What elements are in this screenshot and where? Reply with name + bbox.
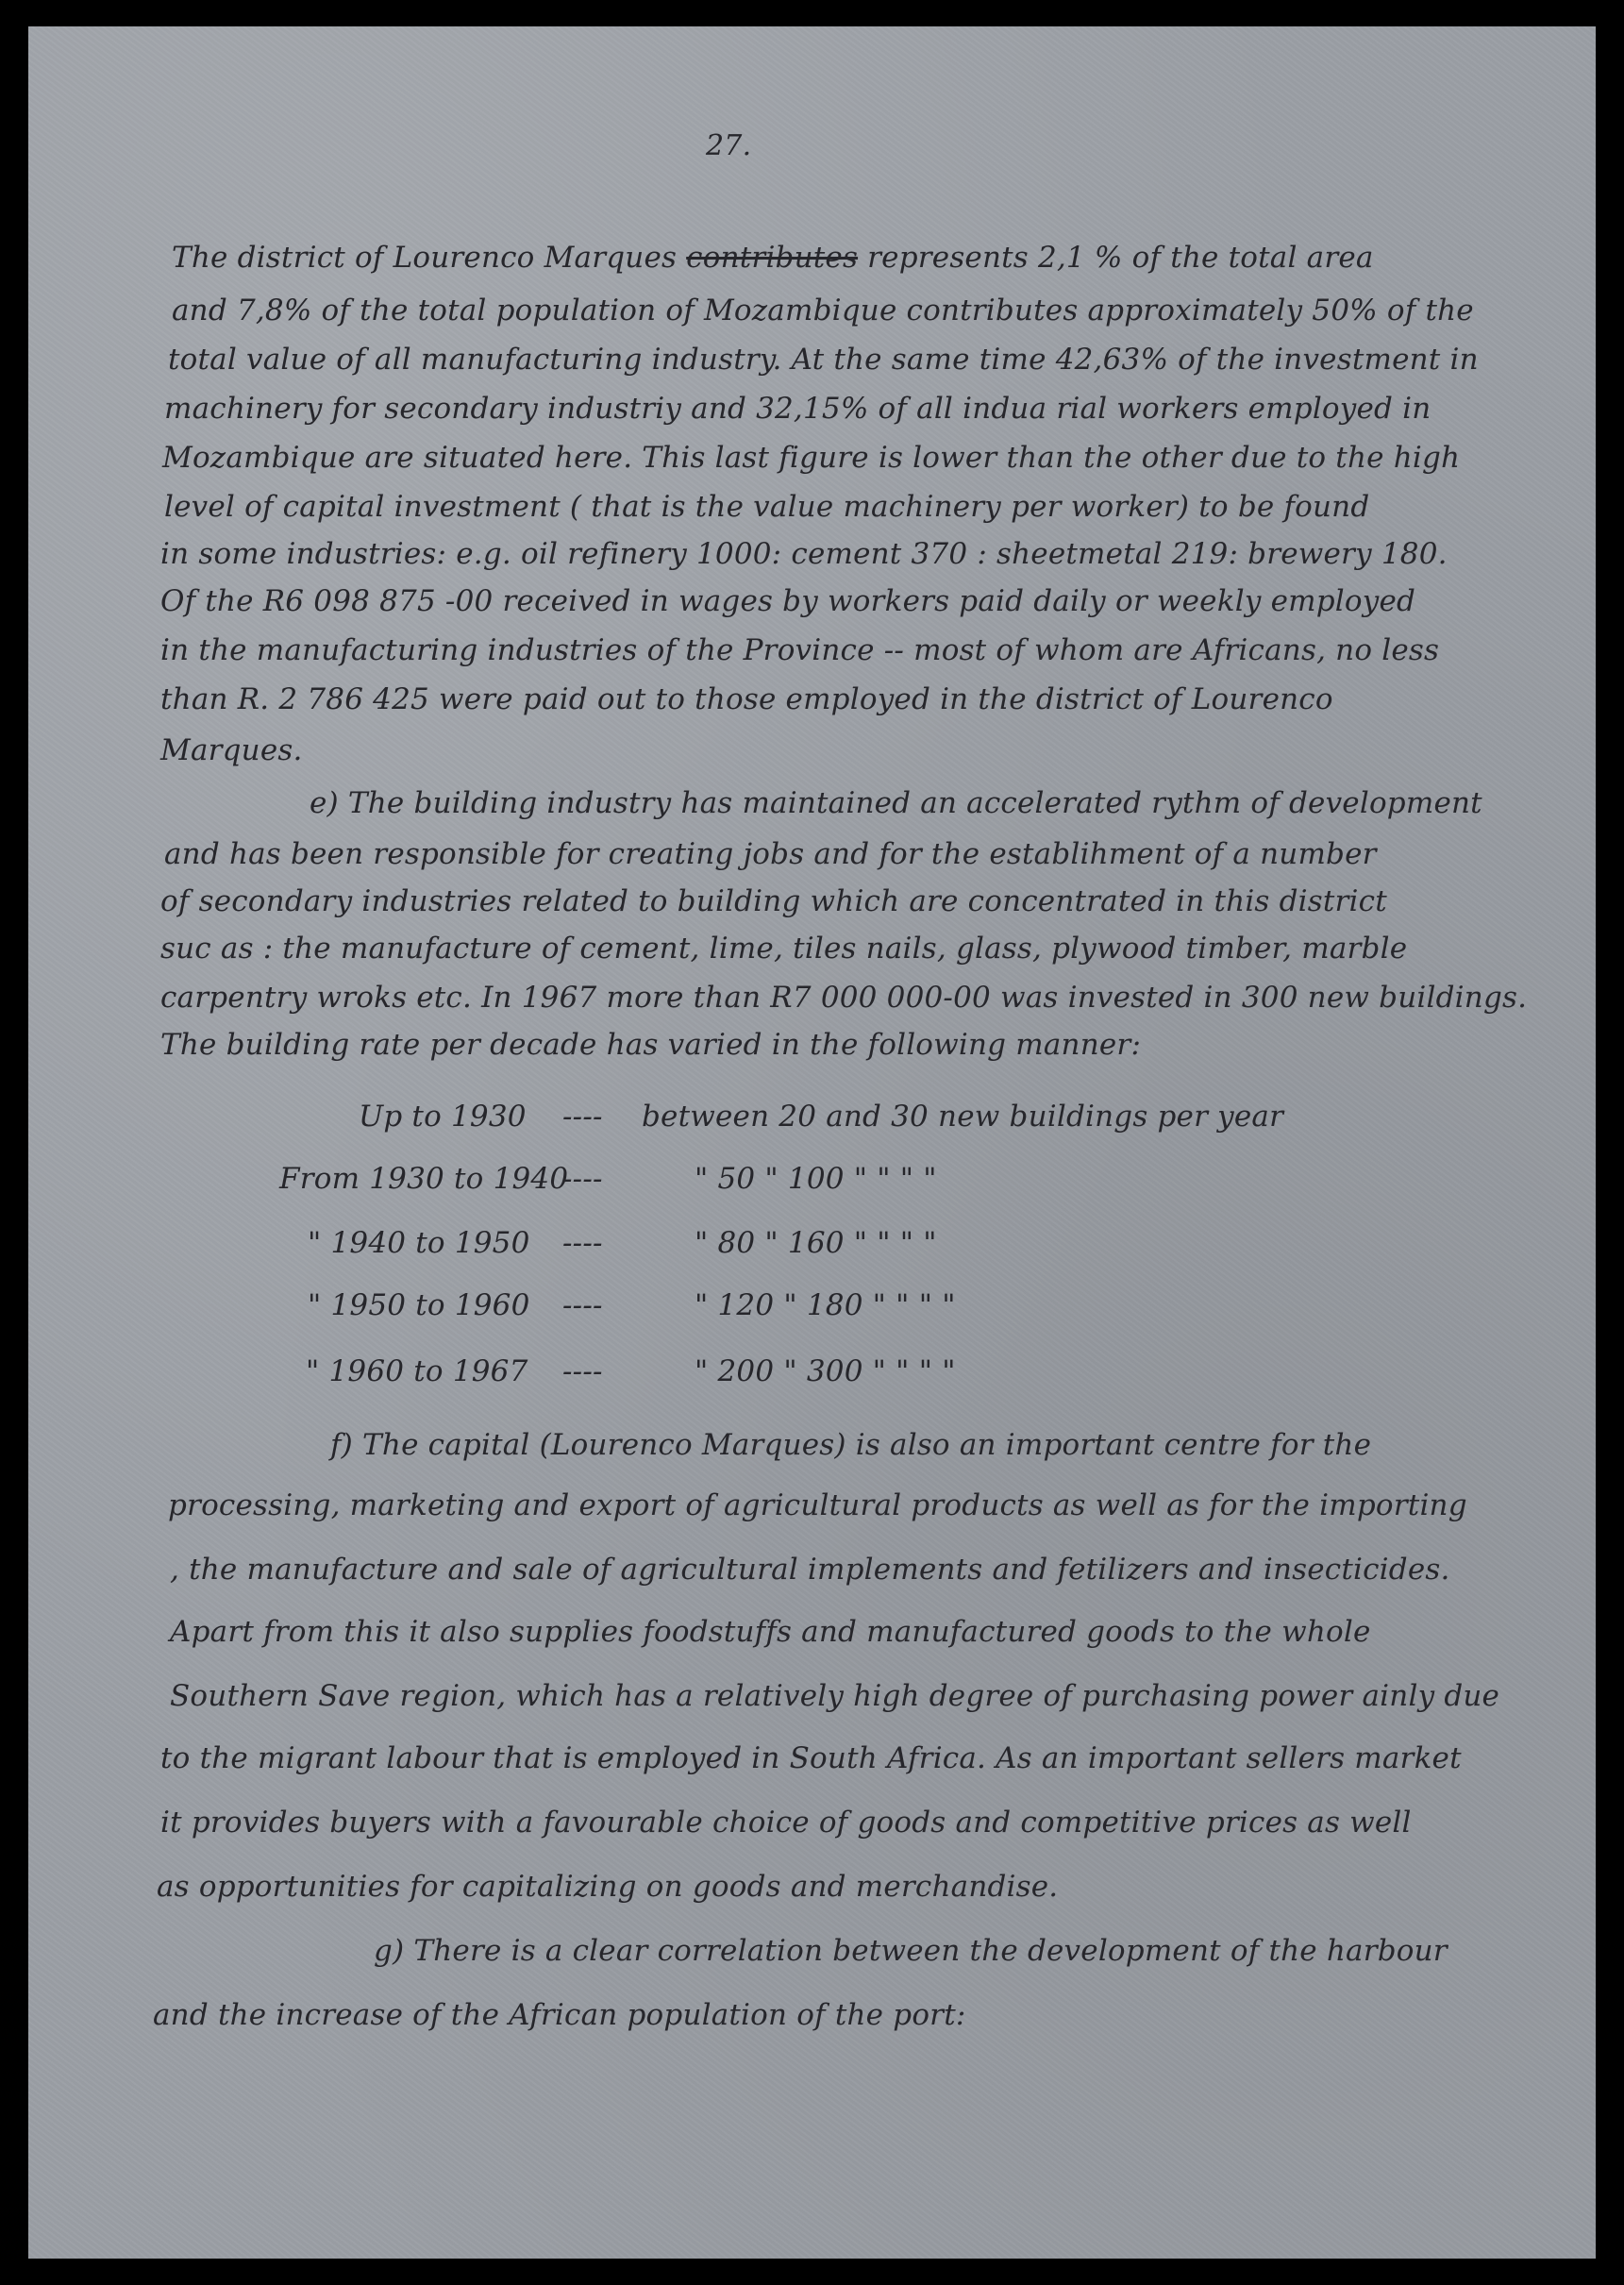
paragraph-f-line: f) The capital (Lourenco Marques) is also an important centre for the: [330, 1428, 1372, 1462]
paragraph-1-line: level of capital investment ( that is the value machinery per worker) to be found: [164, 490, 1370, 524]
paragraph-1-line: machinery for secondary industriy and 32,15% of all indua rial workers employed in: [164, 392, 1431, 426]
paragraph-e-line: e) The building industry has maintained an accelerated rythm of development: [310, 786, 1482, 820]
building-table-row-text: " 120 " 180 " " " ": [695, 1288, 956, 1322]
paragraph-1-line-1-start: The district of Lourenco Marques: [172, 241, 678, 275]
paragraph-f-line: as opportunities for capitalizing on goods and merchandise.: [157, 1870, 1059, 1904]
paragraph-e-line: and has been responsible for creating jobs and for the establihment of a number: [164, 837, 1377, 871]
paragraph-1-line: and 7,8% of the total population of Mozambique contributes approximately 50% of the: [172, 294, 1474, 328]
paragraph-g-line: g) There is a clear correlation between the development of the harbour: [374, 1934, 1448, 1968]
building-table-row-period: " 1960 to 1967: [306, 1354, 528, 1388]
building-table-row-period: " 1940 to 1950: [308, 1226, 530, 1260]
building-table-row-text: " 200 " 300 " " " ": [695, 1354, 956, 1388]
paragraph-e-line: of secondary industries related to building which are concentrated in this district: [160, 884, 1387, 918]
paragraph-e-line: The building rate per decade has varied in the following manner:: [160, 1028, 1142, 1062]
paragraph-1-line: in some industries: e.g. oil refinery 1000: cement 370 : sheetmetal 219: brewery 180.: [160, 537, 1448, 571]
building-table-row-text: " 50 " 100 " " " ": [695, 1162, 937, 1196]
paragraph-1-line: Of the R6 098 875 -00 received in wages by workers paid daily or weekly employed: [160, 584, 1416, 618]
paragraph-f-line: Apart from this it also supplies foodstuffs and manufactured goods to the whole: [170, 1615, 1371, 1649]
document-page: [28, 26, 1596, 2259]
building-table-row-dash: ----: [562, 1100, 603, 1134]
struck-out-word: contributes: [686, 241, 859, 275]
paragraph-g-line: and the increase of the African population of the port:: [153, 1998, 966, 2032]
building-table-row-text: " 80 " 160 " " " ": [695, 1226, 937, 1260]
page-number: 27.: [706, 129, 752, 162]
building-table-row-text: between 20 and 30 new buildings per year: [642, 1100, 1284, 1134]
paragraph-1-line-1: [172, 241, 1374, 275]
paragraph-f-line: to the migrant labour that is employed in South Africa. As an important sellers market: [160, 1741, 1462, 1775]
paragraph-1-line: total value of all manufacturing industry. At the same time 42,63% of the investment in: [168, 343, 1479, 377]
building-table-row-dash: ----: [562, 1354, 603, 1388]
paragraph-e-line: suc as : the manufacture of cement, lime, tiles nails, glass, plywood timber, marble: [160, 932, 1408, 966]
building-table-row-dash: ----: [562, 1162, 603, 1196]
paragraph-f-line: processing, marketing and export of agricultural products as well as for the importing: [168, 1488, 1467, 1522]
building-table-row-dash: ----: [562, 1226, 603, 1260]
paragraph-f-line: , the manufacture and sale of agricultural implements and fetilizers and insecticides.: [170, 1553, 1450, 1587]
building-table-row-period: " 1950 to 1960: [308, 1288, 530, 1322]
paragraph-1-line: in the manufacturing industries of the Province -- most of whom are Africans, no less: [160, 633, 1440, 667]
paragraph-f-line: it provides buyers with a favourable choice of goods and competitive prices as well: [160, 1806, 1412, 1840]
paragraph-1-line-1-end: represents 2,1 % of the total area: [867, 241, 1374, 275]
building-table-row-period: From 1930 to 1940: [279, 1162, 569, 1196]
building-table-row-dash: ----: [562, 1288, 603, 1322]
paragraph-f-line: Southern Save region, which has a relatively high degree of purchasing power ainly due: [170, 1679, 1500, 1713]
building-table-row-period: Up to 1930: [359, 1100, 527, 1134]
paragraph-1-line: Mozambique are situated here. This last figure is lower than the other due to the high: [162, 441, 1461, 475]
paragraph-1-line: Marques.: [160, 733, 303, 767]
paragraph-1-line: than R. 2 786 425 were paid out to those employed in the district of Lourenco: [160, 682, 1333, 716]
paragraph-e-line: carpentry wroks etc. In 1967 more than R7 000 000-00 was invested in 300 new buildings.: [160, 981, 1528, 1015]
